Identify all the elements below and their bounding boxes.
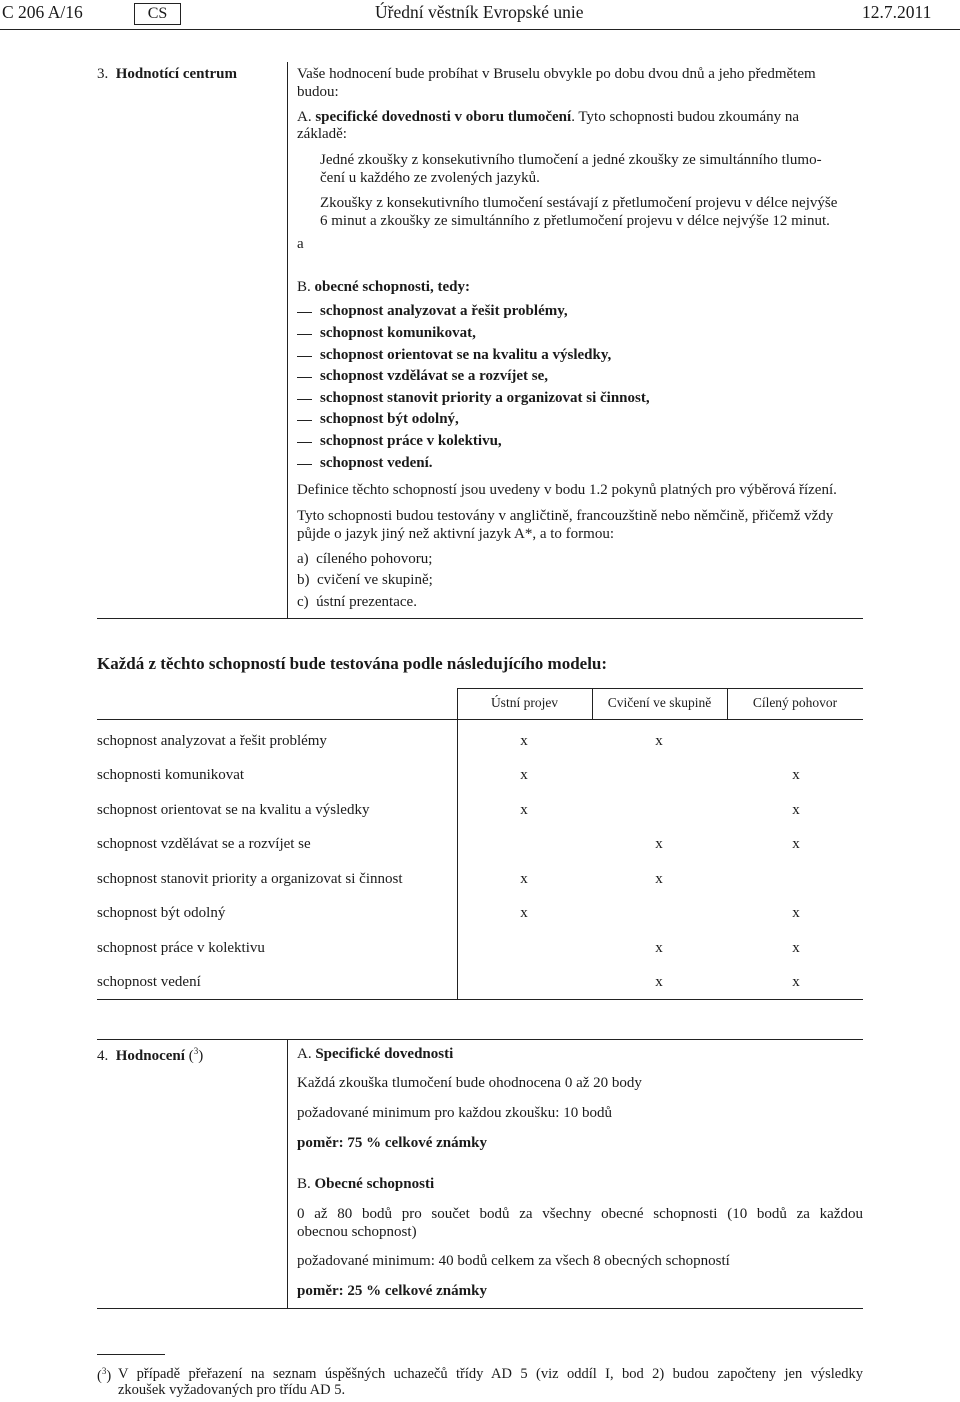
table-cell-mark: x <box>655 836 663 852</box>
section-3-intro-line-2: budou: <box>297 84 339 100</box>
section-4-b-heading: B. Obecné schopnosti <box>297 1176 435 1192</box>
section-3-a-heading: A. specifické dovednosti v oboru tlumočení. Tyto schopnosti budou zkoumány na <box>297 109 800 125</box>
competency-item: schopnost stanovit priority a organizovat si činnost, <box>320 390 650 406</box>
language-code-box: CS <box>134 3 181 25</box>
testing-languages-line-1: Tyto schopnosti budou testovány v angličtině, francouzštině nebo němčině, přičemž vždy <box>297 508 834 524</box>
table-cell-mark: x <box>655 974 663 990</box>
table-top-rule <box>457 688 863 689</box>
competency-item: schopnost orientovat se na kvalitu a výsledky, <box>320 347 612 363</box>
section-4-b-ratio: poměr: 25 % celkové známky <box>297 1283 487 1299</box>
table-cell-mark: x <box>792 974 800 990</box>
section-4-bottom-rule <box>97 1308 863 1309</box>
column-header-interview: Cílený pohovor <box>752 695 838 710</box>
table-row-label: schopnosti komunikovat <box>97 767 245 783</box>
section-3-title: Hodnotící centrum <box>115 66 237 82</box>
table-cell-mark: x <box>655 871 663 887</box>
dash-bullet <box>297 464 312 465</box>
table-cell-mark: x <box>520 802 528 818</box>
table-cell-mark: x <box>792 767 800 783</box>
section-4-title: Hodnocení <box>115 1048 185 1064</box>
section-3-heading <box>97 66 237 83</box>
journal-date: 12.7.2011 <box>862 2 932 22</box>
dash-bullet <box>297 356 312 357</box>
journal-reference: C 206 A/16 <box>2 2 83 22</box>
competency-item: schopnost vzdělávat se a rozvíjet se, <box>320 368 549 384</box>
conjunction-a: a <box>297 236 304 252</box>
table-row-label: schopnost vzdělávat se a rozvíjet se <box>97 836 311 852</box>
section-3-a-para-2-line-1: Zkoušky z konsekutivního tlumočení sestávají z přetlumočení projevu v délce nejvýše <box>320 195 838 211</box>
footnote-line-1: V případě přeřazení na seznam úspěšných uchazečů třídy AD 5 (viz oddíl I, bod 2) budou započteny jen výsledky <box>118 1366 863 1382</box>
testing-languages-line-2: půjde o jazyk jiný než aktivní jazyk A*, a to formou: <box>297 526 615 542</box>
table-header-rule <box>97 719 863 720</box>
footnote-rule <box>97 1354 165 1355</box>
footnote-marker: ($^3$) <box>97 1366 112 1384</box>
form-item: a) cíleného pohovoru; <box>297 551 433 567</box>
table-bottom-rule <box>97 999 863 1000</box>
section-3-a-bold: specifické dovednosti v oboru tlumočení <box>315 109 572 125</box>
table-col-divider <box>457 688 458 999</box>
table-row-label: schopnost orientovat se na kvalitu a výsledky <box>97 802 370 818</box>
definition-note: Definice těchto schopností jsou uvedeny v bodu 1.2 pokynů platných pro výběrová řízení. <box>297 482 837 498</box>
dash-bullet <box>297 334 312 335</box>
table-row-label: schopnost analyzovat a řešit problémy <box>97 733 327 749</box>
column-header-oral: Ústní projev <box>490 695 559 710</box>
section-4-top-rule <box>97 1039 863 1040</box>
section-3-intro-line-1: Vaše hodnocení bude probíhat v Bruselu obvykle po dobu dvou dnů a jeho předmětem <box>297 66 816 82</box>
journal-title: Úřední věstník Evropské unie <box>375 2 584 22</box>
table-row-label: schopnost stanovit priority a organizovat si činnost <box>97 871 403 887</box>
model-heading: Každá z těchto schopností bude testována podle následujícího modelu: <box>97 654 608 673</box>
dash-bullet <box>297 420 312 421</box>
section-3-a-heading-cont: základě: <box>297 126 347 142</box>
competency-item: schopnost analyzovat a řešit problémy, <box>320 303 568 319</box>
dash-bullet <box>297 377 312 378</box>
section-3-bottom-rule <box>97 618 863 619</box>
table-cell-mark: x <box>792 836 800 852</box>
section-3-divider <box>287 62 288 618</box>
section-4-number: 4. <box>97 1048 109 1064</box>
section-4-divider <box>287 1039 288 1309</box>
table-row-label: schopnost vedení <box>97 974 201 990</box>
dash-bullet <box>297 312 312 313</box>
table-cell-mark: x <box>792 905 800 921</box>
table-cell-mark: x <box>655 733 663 749</box>
section-4-a-line-2: požadované minimum pro každou zkoušku: 10 bodů <box>297 1105 612 1121</box>
section-3-a-para-1-line-2: čení u každého ze zvolených jazyků. <box>320 170 540 186</box>
dash-bullet <box>297 442 312 443</box>
table-cell-mark: x <box>520 871 528 887</box>
section-4-heading: 4. Hodnocení ($^3$) <box>97 1046 204 1064</box>
table-row-label: schopnost práce v kolektivu <box>97 940 265 956</box>
form-item: c) ústní prezentace. <box>297 594 417 610</box>
table-cell-mark: x <box>792 802 800 818</box>
section-4-a-line-1: Každá zkouška tlumočení bude ohodnocena 0 až 20 body <box>297 1075 642 1091</box>
section-3-a-para-1-line-1: Jedné zkoušky z konsekutivního tlumočení a jedné zkoušky ze simultánního tlumo- <box>320 152 822 168</box>
section-4-b-line-1-cont: obecnou schopnost) <box>297 1224 417 1240</box>
section-4-a-ratio: poměr: 75 % celkové známky <box>297 1135 487 1151</box>
dash-bullet <box>297 399 312 400</box>
header-rule <box>0 29 960 30</box>
table-cell-mark: x <box>655 940 663 956</box>
section-4-b-line-2: požadované minimum: 40 bodů celkem za všech 8 obecných schopností <box>297 1253 730 1269</box>
competency-item: schopnost být odolný, <box>320 411 459 427</box>
competency-item: schopnost komunikovat, <box>320 325 476 341</box>
competency-item: schopnost práce v kolektivu, <box>320 433 502 449</box>
footnote-ref: 3 <box>193 1046 199 1056</box>
section-4-a-heading: A. Specifické dovednosti <box>297 1046 454 1062</box>
section-3-b-heading: B. obecné schopnosti, tedy: <box>297 279 470 295</box>
table-cell-mark: x <box>520 905 528 921</box>
competency-item: schopnost vedení. <box>320 455 433 471</box>
form-item: b) cvičení ve skupině; <box>297 572 433 588</box>
section-4-b-line-1: 0 až 80 bodů pro součet bodů za všechny obecné schopnosti (10 bodů za každou <box>297 1206 863 1222</box>
table-cell-mark: x <box>520 733 528 749</box>
table-cell-mark: x <box>792 940 800 956</box>
footnote-line-2: zkoušek vyžadovaných pro třídu AD 5. <box>118 1382 346 1398</box>
table-cell-mark: x <box>520 767 528 783</box>
section-3-number: 3. <box>97 66 109 82</box>
column-header-group: Cvičení ve skupině <box>607 695 712 710</box>
table-row-label: schopnost být odolný <box>97 905 226 921</box>
section-3-a-para-2-line-2: 6 minut a zkoušky ze simultánního z přetlumočení projevu v délce nejvýše 12 minut. <box>320 213 830 229</box>
section-3-b-bold: obecné schopnosti, tedy: <box>314 279 470 295</box>
